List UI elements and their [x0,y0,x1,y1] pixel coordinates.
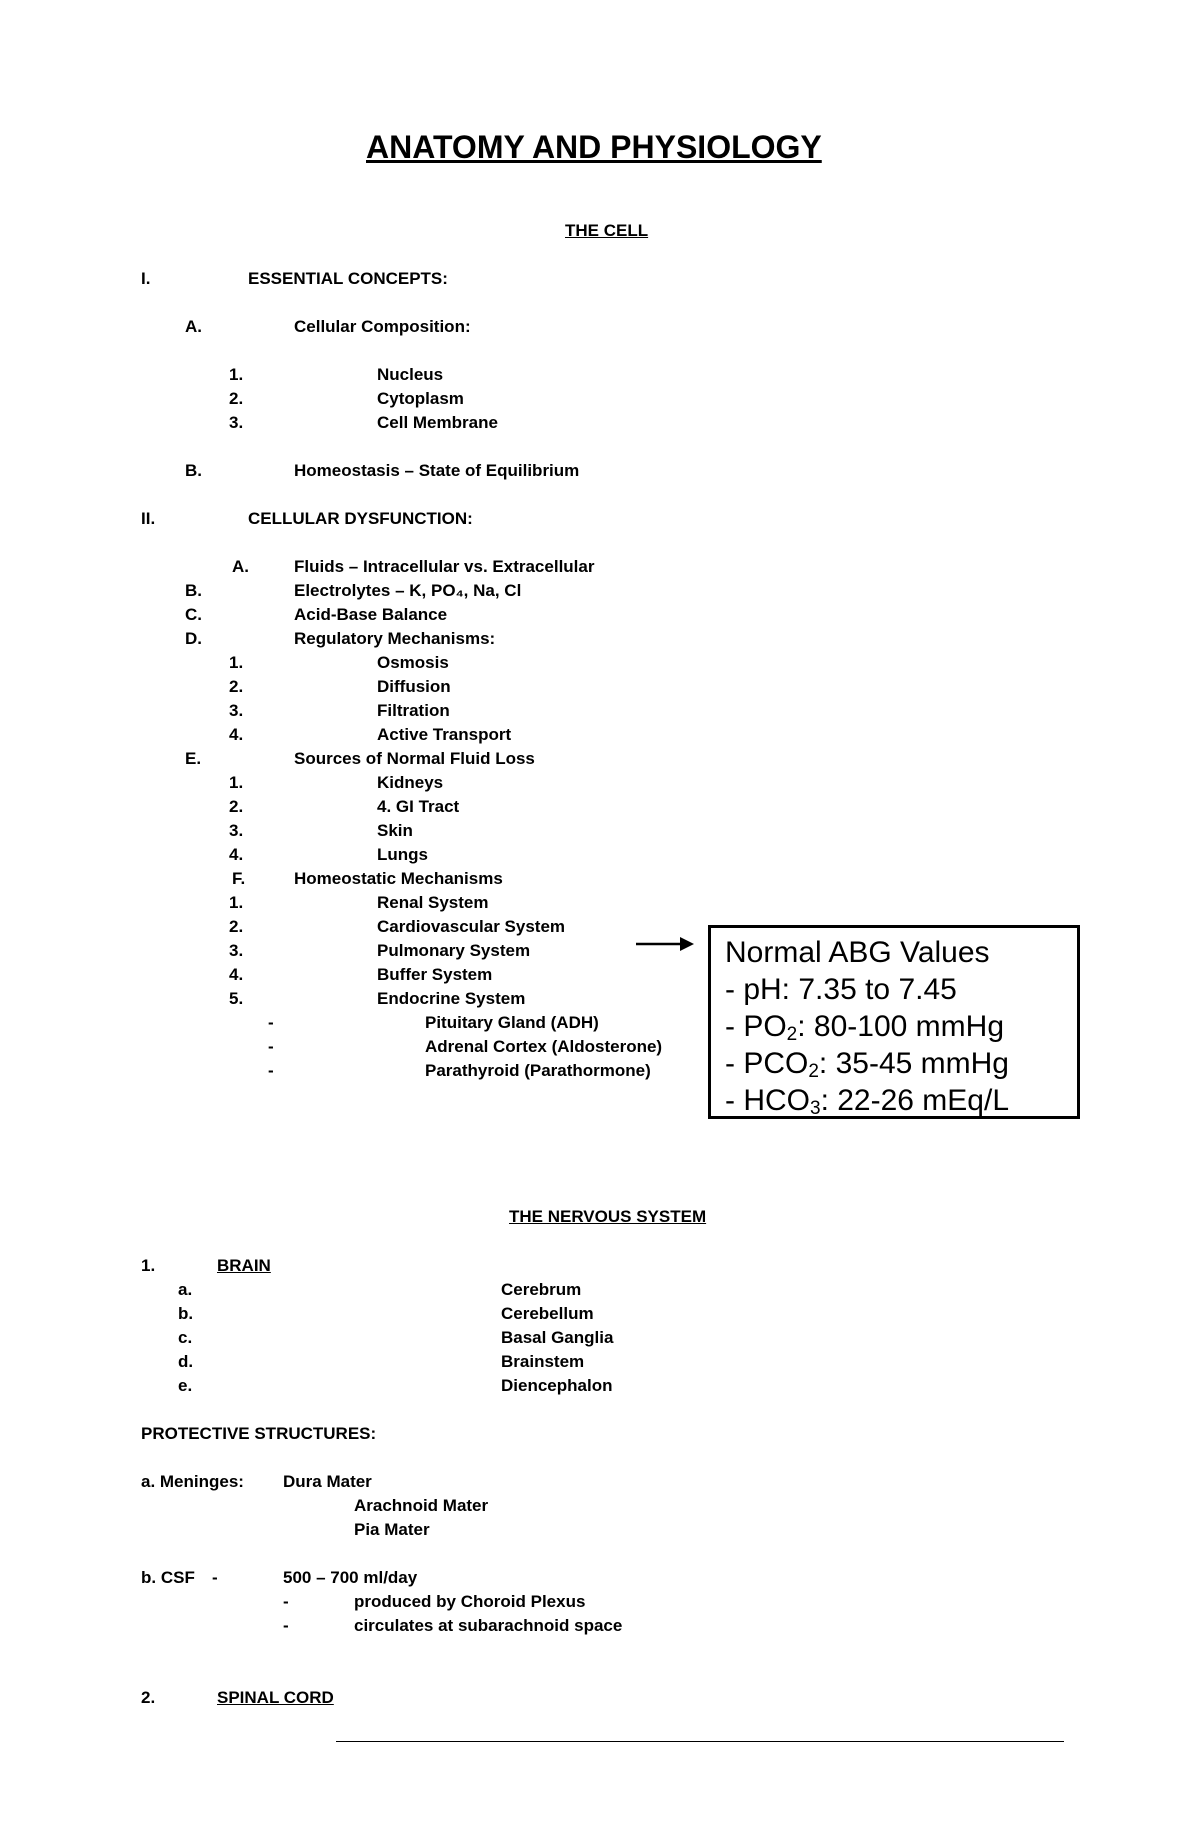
subsection-heading-brain: BRAIN [217,1256,271,1275]
list-letter: c. [178,1328,193,1347]
abg-po2-value: : 80-100 mmHg [797,1010,1004,1043]
list-letter: a. [178,1280,193,1299]
list-bullet: - [283,1592,289,1611]
list-item: Skin [377,821,413,840]
abg-ph-value: 7.35 to 7.45 [798,973,957,1006]
list-number: 5. [229,989,244,1008]
list-number: 3. [229,413,244,432]
list-item: Acid-Base Balance [294,605,448,624]
list-item: Diencephalon [501,1376,613,1395]
list-number: 2. [229,917,244,936]
list-item: Adrenal Cortex (Aldosterone) [425,1037,663,1056]
list-item: Buffer System [377,965,493,984]
list-item: Fluids – Intracellular vs. Extracellular [294,557,595,576]
list-number: 3. [229,821,244,840]
abg-hco3-row [725,1082,1077,1119]
abg-title: Normal ABG Values [725,936,990,969]
list-number: 2. [229,797,244,816]
outline-number: D. [185,629,202,648]
list-item: Homeostatic Mechanisms [294,869,503,888]
abg-po2-row [725,1008,1077,1045]
list-item: Regulatory Mechanisms: [294,629,496,648]
list-item: Parathyroid (Parathormone) [425,1061,651,1080]
list-bullet: - [268,1013,274,1032]
list-bullet: - [212,1568,218,1587]
abg-hco3-subscript: 3 [810,1098,821,1119]
outline-heading: Cellular Composition: [294,317,471,336]
list-item: Cerebellum [501,1304,594,1323]
outline-heading: Homeostasis – State of Equilibrium [294,461,580,480]
abg-hco3-value: : 22-26 mEq/L [820,1084,1010,1117]
list-item: Cell Membrane [377,413,498,432]
footer-rule [336,1741,1064,1742]
subsection-heading-spinal-cord: SPINAL CORD [217,1688,334,1707]
list-item: Pituitary Gland (ADH) [425,1013,599,1032]
list-letter: e. [178,1376,193,1395]
list-item: produced by Choroid Plexus [354,1592,586,1611]
meninges-label: a. Meninges: [141,1472,244,1491]
outline-heading: ESSENTIAL CONCEPTS: [248,269,448,288]
list-item: Cardiovascular System [377,917,566,936]
outline-number: A. [232,557,249,576]
list-item: Lungs [377,845,428,864]
list-item: Basal Ganglia [501,1328,614,1347]
list-item: Pia Mater [354,1520,430,1539]
list-item: Osmosis [377,653,449,672]
list-number: 4. [229,965,244,984]
outline-number: C. [185,605,202,624]
list-letter: d. [178,1352,194,1371]
outline-number: B. [185,461,202,480]
abg-po2-label: - PO [725,1010,787,1043]
list-number: 1. [229,893,244,912]
outline-number: 2. [141,1688,156,1707]
list-bullet: - [268,1061,274,1080]
list-item: Sources of Normal Fluid Loss [294,749,535,768]
protective-structures-heading: PROTECTIVE STRUCTURES: [141,1424,377,1443]
list-item: Renal System [377,893,489,912]
list-item: Cerebrum [501,1280,582,1299]
outline-heading: CELLULAR DYSFUNCTION: [248,509,473,528]
list-item: Endocrine System [377,989,526,1008]
list-item: Filtration [377,701,450,720]
list-number: 4. [229,725,244,744]
outline-number: 1. [141,1256,156,1275]
list-number: 4. [229,845,244,864]
abg-pco2-label: - PCO [725,1047,809,1080]
outline-number: I. [141,269,151,288]
abg-pco2-value: : 35-45 mmHg [818,1047,1009,1080]
list-number: 2. [229,389,244,408]
list-item: Kidneys [377,773,444,792]
outline-number: E. [185,749,202,768]
abg-pco2-row [725,1045,1077,1082]
list-number: 1. [229,365,244,384]
list-bullet: - [283,1616,289,1635]
list-number: 3. [229,701,244,720]
outline-number: II. [141,509,156,528]
abg-po2-subscript: 2 [786,1024,798,1045]
abg-hco3-label: - HCO [725,1084,810,1117]
list-item: Active Transport [377,725,512,744]
list-item: Dura Mater [283,1472,372,1491]
list-item: Arachnoid Mater [354,1496,489,1515]
list-bullet: - [268,1037,274,1056]
list-number: 1. [229,773,244,792]
list-item: Electrolytes – K, PO₄, Na, Cl [294,581,522,600]
list-item: 4. GI Tract [377,797,460,816]
list-item: Nucleus [377,365,444,384]
list-item: Brainstem [501,1352,585,1371]
abg-ph-row [725,971,1077,1008]
list-item: circulates at subarachnoid space [354,1616,623,1635]
list-number: 1. [229,653,244,672]
outline-number: B. [185,581,202,600]
list-item: Diffusion [377,677,451,696]
list-letter: b. [178,1304,194,1323]
arrow-right-icon [636,933,696,955]
csf-label: b. CSF [141,1568,195,1587]
csf-value: 500 – 700 ml/day [283,1568,418,1587]
section-heading-cell: THE CELL [565,221,649,240]
outline-number: F. [232,869,246,888]
abg-pco2-subscript: 2 [808,1061,819,1082]
list-number: 2. [229,677,244,696]
outline-number: A. [185,317,202,336]
list-number: 3. [229,941,244,960]
section-heading-nervous-system: THE NERVOUS SYSTEM [509,1207,707,1226]
list-item: Pulmonary System [377,941,531,960]
abg-ph-label: - pH: [725,973,791,1006]
document-title: ANATOMY AND PHYSIOLOGY [366,129,822,165]
abg-values-box [708,925,1080,1119]
list-item: Cytoplasm [377,389,464,408]
